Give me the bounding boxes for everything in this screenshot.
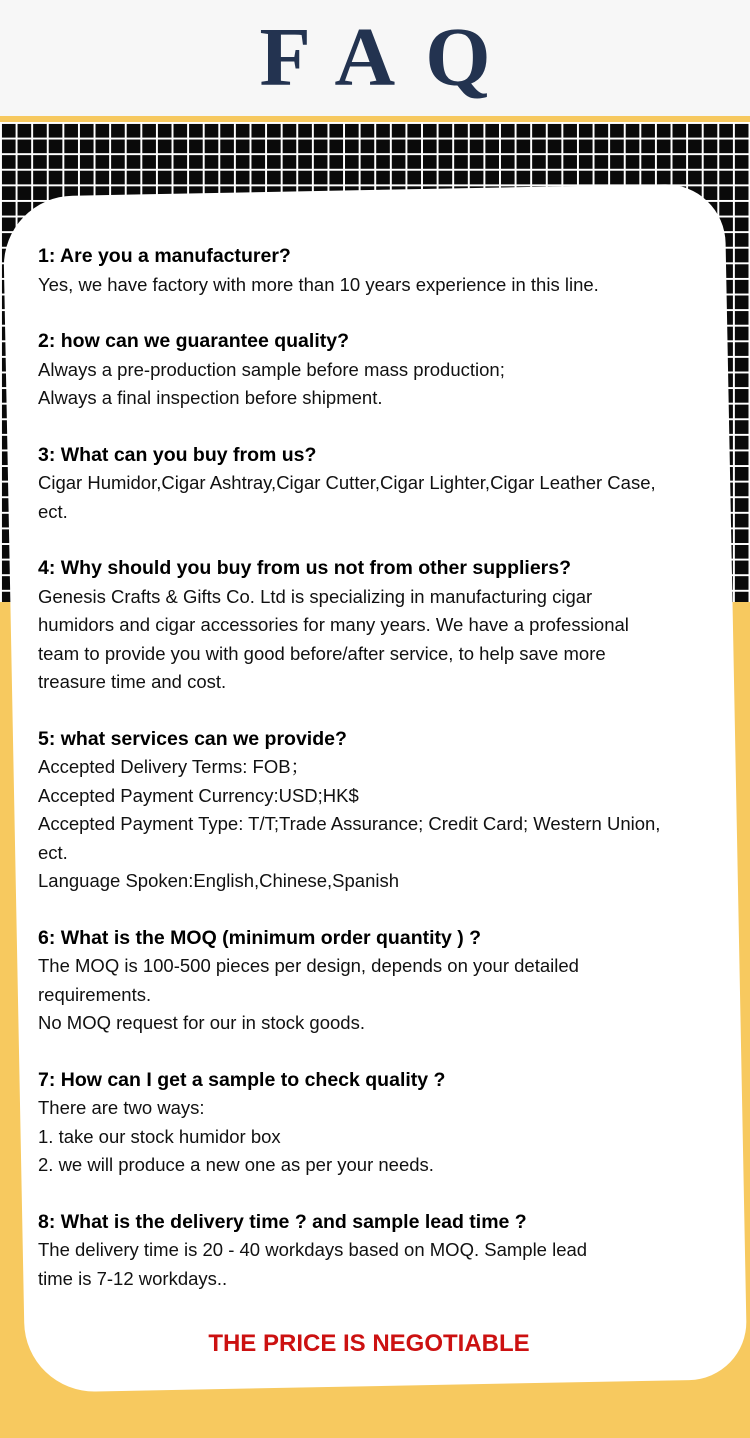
faq-answer-line: The delivery time is 20 - 40 workdays based on MOQ. Sample lead bbox=[38, 1239, 588, 1260]
faq-answer-line: Accepted Delivery Terms: FOB； bbox=[38, 756, 310, 777]
faq-answer-line: Cigar Humidor,Cigar Ashtray,Cigar Cutter,Cigar Lighter,Cigar Leather Case, bbox=[38, 472, 656, 493]
faq-item-8 bbox=[38, 1208, 728, 1294]
faq-answer-line: No MOQ request for our in stock goods. bbox=[38, 1012, 365, 1033]
faq-answer-line: Always a pre-production sample before mass production; bbox=[38, 358, 505, 380]
faq-item-3 bbox=[38, 441, 728, 527]
faq-answer-line: ect. bbox=[38, 841, 68, 863]
faq-answer-line: humidors and cigar accessories for many years. We have a professional bbox=[38, 614, 629, 635]
faq-question: 2: how can we guarantee quality? bbox=[38, 330, 349, 352]
header bbox=[0, 0, 750, 116]
faq-answer-line: time is 7-12 workdays.. bbox=[38, 1267, 228, 1289]
faq-item-7 bbox=[38, 1066, 728, 1180]
faq-question: 7: How can I get a sample to check quality ? bbox=[38, 1068, 446, 1091]
faq-item-6 bbox=[38, 924, 728, 1038]
faq-question: 1: Are you a manufacturer? bbox=[38, 245, 291, 267]
faq-answer-line: treasure time and cost. bbox=[38, 671, 227, 692]
price-negotiable-note: THE PRICE IS NEGOTIABLE bbox=[208, 1330, 530, 1357]
faq-answer-line: The MOQ is 100-500 pieces per design, depends on your detailed bbox=[38, 955, 579, 976]
faq-item-1 bbox=[38, 242, 728, 299]
faq-answer-line: Always a final inspection before shipment. bbox=[38, 387, 383, 408]
faq-answer-line: There are two ways: bbox=[38, 1097, 205, 1118]
faq-item-2 bbox=[38, 327, 728, 413]
faq-answer-line: 2. we will produce a new one as per your needs. bbox=[38, 1154, 434, 1175]
faq-answer-line: 1. take our stock humidor box bbox=[38, 1125, 281, 1147]
page-title: FAQ bbox=[259, 11, 521, 104]
faq-item-4 bbox=[38, 554, 728, 697]
faq-list bbox=[38, 242, 728, 1321]
faq-answer-line: Accepted Payment Type: T/T;Trade Assurance; Credit Card; Western Union, bbox=[38, 813, 661, 834]
faq-question: 3: What can you buy from us? bbox=[38, 443, 317, 466]
faq-answer-line: Accepted Payment Currency:USD;HK$ bbox=[38, 784, 359, 806]
faq-item-5 bbox=[38, 725, 728, 896]
faq-answer-line: Language Spoken:English,Chinese,Spanish bbox=[38, 870, 400, 891]
faq-question: 4: Why should you buy from us not from other suppliers? bbox=[38, 557, 572, 579]
faq-answer-line: requirements. bbox=[38, 983, 152, 1005]
faq-answer-line: Genesis Crafts & Gifts Co. Ltd is specializing in manufacturing cigar bbox=[38, 585, 593, 607]
faq-answer-line: Yes, we have factory with more than 10 years experience in this line. bbox=[38, 273, 599, 295]
faq-question: 5: what services can we provide? bbox=[38, 727, 347, 750]
faq-answer-line: team to provide you with good before/after service, to help save more bbox=[38, 642, 606, 664]
faq-question: 8: What is the delivery time ? and sample lead time ? bbox=[38, 1210, 527, 1233]
faq-answer-line: ect. bbox=[38, 500, 68, 522]
faq-question: 6: What is the MOQ (minimum order quantity ) ? bbox=[38, 926, 482, 949]
